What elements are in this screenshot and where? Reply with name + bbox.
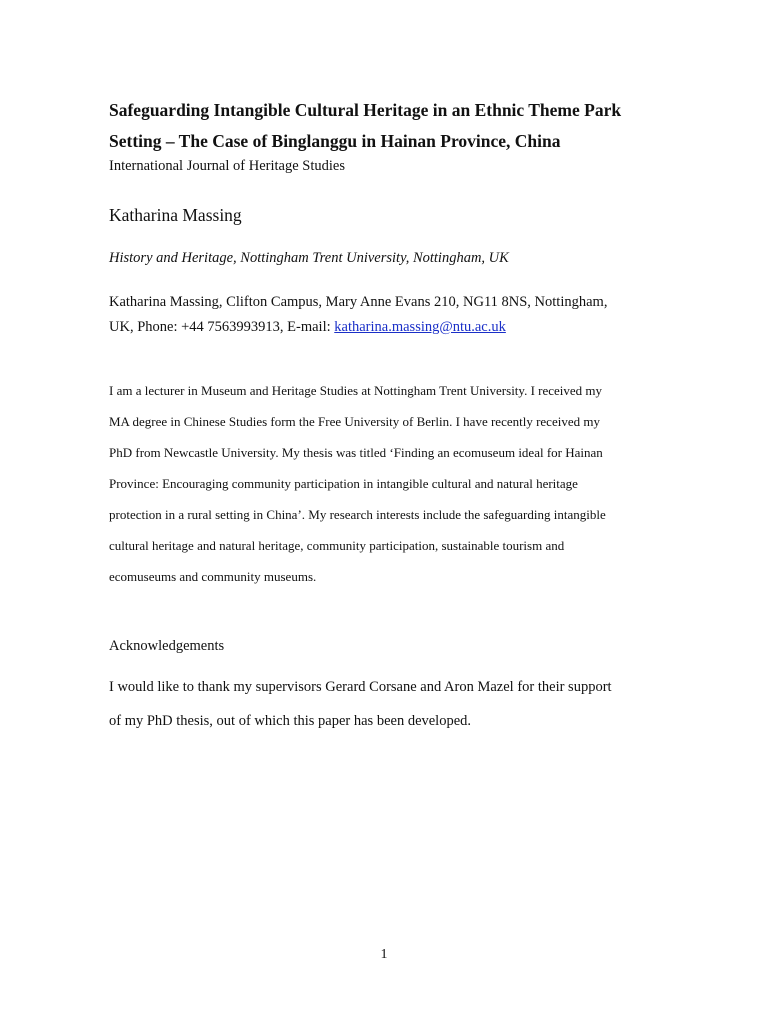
acknowledgements-body xyxy=(109,670,669,738)
bio-line: MA degree in Chinese Studies form the Free University of Berlin. I have recently received my xyxy=(109,414,600,429)
bio-line: protection in a rural setting in China’. My research interests include the safeguarding intangible xyxy=(109,507,606,522)
bio-line: PhD from Newcastle University. My thesis was titled ‘Finding an ecomuseum ideal for Hainan xyxy=(109,445,603,460)
bio-line: Province: Encouraging community participation in intangible cultural and natural heritage xyxy=(109,476,578,491)
acknowledgements-line: I would like to thank my supervisors Gerard Corsane and Aron Mazel for their support xyxy=(109,679,612,695)
title-line-1: Safeguarding Intangible Cultural Heritage in an Ethnic Theme Park xyxy=(109,100,622,120)
address-line-1: Katharina Massing, Clifton Campus, Mary Anne Evans 210, NG11 8NS, Nottingham, xyxy=(109,294,608,310)
paper-title xyxy=(109,95,669,157)
bio-line: ecomuseums and community museums. xyxy=(109,569,317,584)
author-bio xyxy=(109,375,669,592)
bio-line: I am a lecturer in Museum and Heritage Studies at Nottingham Trent University. I received my xyxy=(109,383,603,398)
email-link[interactable]: katharina.massing@ntu.ac.uk xyxy=(334,319,506,335)
title-line-2: Setting – The Case of Binglanggu in Hainan Province, China xyxy=(109,131,561,151)
address-line-2-prefix: UK, Phone: +44 7563993913, E-mail: xyxy=(109,319,335,335)
author-affiliation: History and Heritage, Nottingham Trent University, Nottingham, UK xyxy=(109,250,509,266)
acknowledgements-heading: Acknowledgements xyxy=(109,638,225,654)
bio-line: cultural heritage and natural heritage, community participation, sustainable tourism and xyxy=(109,538,565,553)
acknowledgements-line: of my PhD thesis, out of which this paper has been developed. xyxy=(109,713,472,729)
author-name: Katharina Massing xyxy=(109,205,242,225)
page-number: 1 xyxy=(380,947,388,962)
journal-name: International Journal of Heritage Studies xyxy=(109,158,345,174)
contact-address xyxy=(109,290,669,340)
address-line-2 xyxy=(109,315,669,340)
